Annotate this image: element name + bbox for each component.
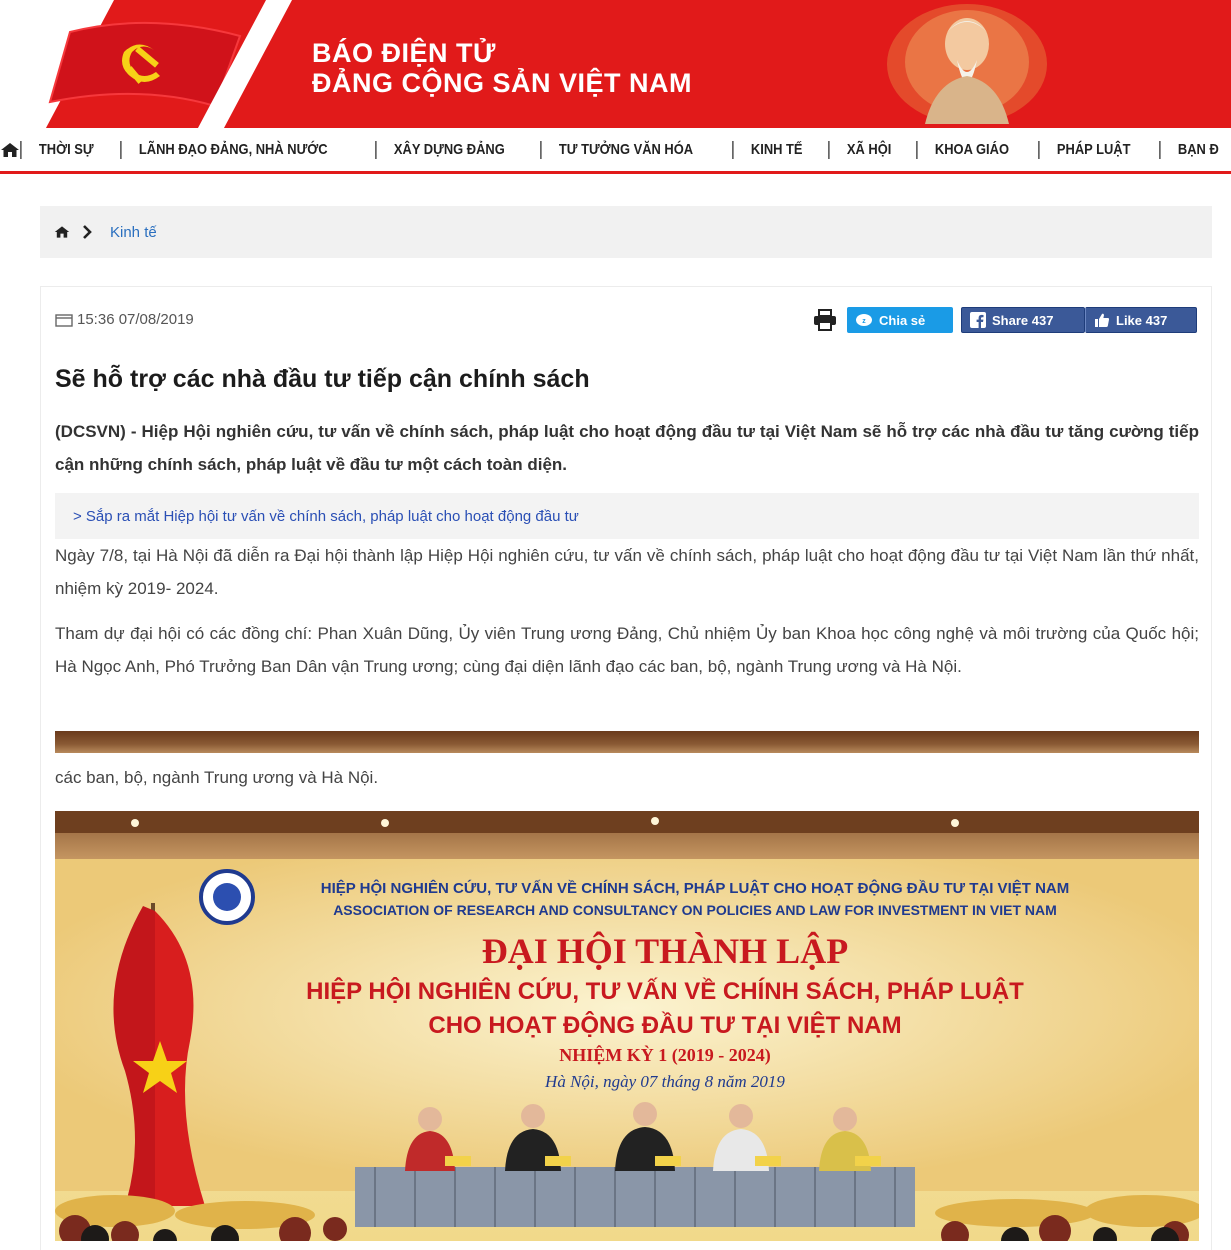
nav-item-phap-luat[interactable]: PHÁP LUẬT <box>1038 141 1148 159</box>
site-header-banner <box>0 0 1231 128</box>
article-paragraph: Ngày 7/8, tại Hà Nội đã diễn ra Đại hội thành lập Hiệp Hội nghiên cứu, tư vấn về chính sách, pháp luật cho hoạt động đầu tư tại Việt Nam lần thứ nhất, nhiệm kỳ 2019- 2024. <box>55 546 1199 598</box>
article-timestamp: 15:36 07/08/2019 <box>77 311 194 328</box>
site-title[interactable] <box>312 38 692 98</box>
print-icon[interactable] <box>813 309 837 331</box>
association-emblem <box>201 871 253 923</box>
nav-item-xay-dung-dang[interactable]: XÂY DỰNG ĐẢNG <box>375 141 522 159</box>
zalo-icon <box>855 313 873 327</box>
ho-chi-minh-portrait <box>885 4 1050 124</box>
facebook-like-label: Like 437 <box>1116 312 1168 328</box>
home-icon <box>0 142 20 158</box>
article-card <box>40 286 1212 1250</box>
facebook-icon <box>970 312 986 328</box>
photo-banner-sub2: CHO HOẠT ĐỘNG ĐẦU TƯ TẠI VIỆT NAM <box>428 1012 902 1039</box>
zalo-share-button[interactable] <box>847 307 953 333</box>
nav-item-ban-doc[interactable]: BẠN Đ <box>1159 141 1231 159</box>
photo-banner-line1: HIỆP HỘI NGHIÊN CỨU, TƯ VẤN VỀ CHÍNH SÁCH, PHÁP LUẬT CHO HOẠT ĐỘNG ĐẦU TƯ TẠI VIỆT NAM <box>320 880 1070 897</box>
nav-item-khoa-giao[interactable]: KHOA GIÁO <box>916 141 1026 159</box>
nav-item-xa-hoi[interactable]: XÃ HỘI <box>828 141 909 159</box>
nav-home[interactable] <box>0 142 20 158</box>
photo-banner-line2: ASSOCIATION OF RESEARCH AND CONSULTANCY ON POLICIES AND LAW FOR INVESTMENT IN VIET NAM <box>333 902 1057 918</box>
article-paragraph: Tham dự đại hội có các đồng chí: Phan Xuân Dũng, Ủy viên Trung ương Đảng, Chủ nhiệm Ủy ban Khoa học công nghệ và môi trường của Quốc hội; Hà Ngọc Anh, Phó Trưởng Ban Dân vận Trung ương; cùng đại diện lãnh đạo các ban, bộ, ngành Trung ương và Hà Nội. <box>55 624 1199 676</box>
site-title-line1: BÁO ĐIỆN TỬ <box>312 38 496 68</box>
breadcrumb <box>40 206 1212 258</box>
breadcrumb-home-icon[interactable] <box>54 225 70 239</box>
image-fragment-strip <box>55 731 1199 753</box>
article-photo <box>55 811 1199 1241</box>
svg-text:z: z <box>862 318 866 325</box>
related-article-link[interactable]: > Sắp ra mắt Hiệp hội tư vấn về chính sách, pháp luật cho hoạt động đầu tư <box>55 493 1199 539</box>
facebook-like-button[interactable] <box>1085 307 1197 333</box>
photo-banner-date: Hà Nội, ngày 07 tháng 8 năm 2019 <box>545 1072 785 1091</box>
thumbs-up-icon <box>1094 312 1110 328</box>
site-title-line2: ĐẢNG CỘNG SẢN VIỆT NAM <box>312 68 693 98</box>
chevron-right-icon <box>82 225 92 239</box>
article-paragraph: các ban, bộ, ngành Trung ương và Hà Nội. <box>55 768 379 787</box>
calendar-icon <box>55 313 73 327</box>
breadcrumb-section-link[interactable]: Kinh tế <box>110 223 157 241</box>
photo-banner-sub1: HIỆP HỘI NGHIÊN CỨU, TƯ VẤN VỀ CHÍNH SÁCH, PHÁP LUẬT <box>306 978 1024 1005</box>
article-sapo: (DCSVN) - Hiệp Hội nghiên cứu, tư vấn về chính sách, pháp luật cho hoạt động đầu tư tại Việt Nam sẽ hỗ trợ các nhà đầu tư tăng cường tiếp cận những chính sách, pháp luật về đầu tư một cách toàn diện. <box>55 422 1199 474</box>
article-headline: Sẽ hỗ trợ các nhà đầu tư tiếp cận chính sách <box>55 365 590 393</box>
nav-item-kinh-te[interactable]: KINH TẾ <box>732 141 820 159</box>
photo-banner-title: ĐẠI HỘI THÀNH LẬP <box>481 931 849 971</box>
article-share-toolbar <box>813 307 1197 333</box>
nav-item-tu-tuong-van-hoa[interactable]: TƯ TƯỞNG VĂN HÓA <box>540 141 710 159</box>
article-meta <box>55 311 194 328</box>
nav-item-lanh-dao[interactable]: LÃNH ĐẠO ĐẢNG, NHÀ NƯỚC <box>120 141 345 159</box>
photo-banner-term: NHIỆM KỲ 1 (2019 - 2024) <box>559 1045 771 1065</box>
zalo-share-label: Chia sẻ <box>879 312 926 328</box>
facebook-share-label: Share 437 <box>992 312 1054 328</box>
nav-item-thoi-su[interactable]: THỜI SỰ <box>20 141 111 159</box>
main-nav <box>0 128 1231 174</box>
facebook-share-button[interactable] <box>961 307 1085 333</box>
